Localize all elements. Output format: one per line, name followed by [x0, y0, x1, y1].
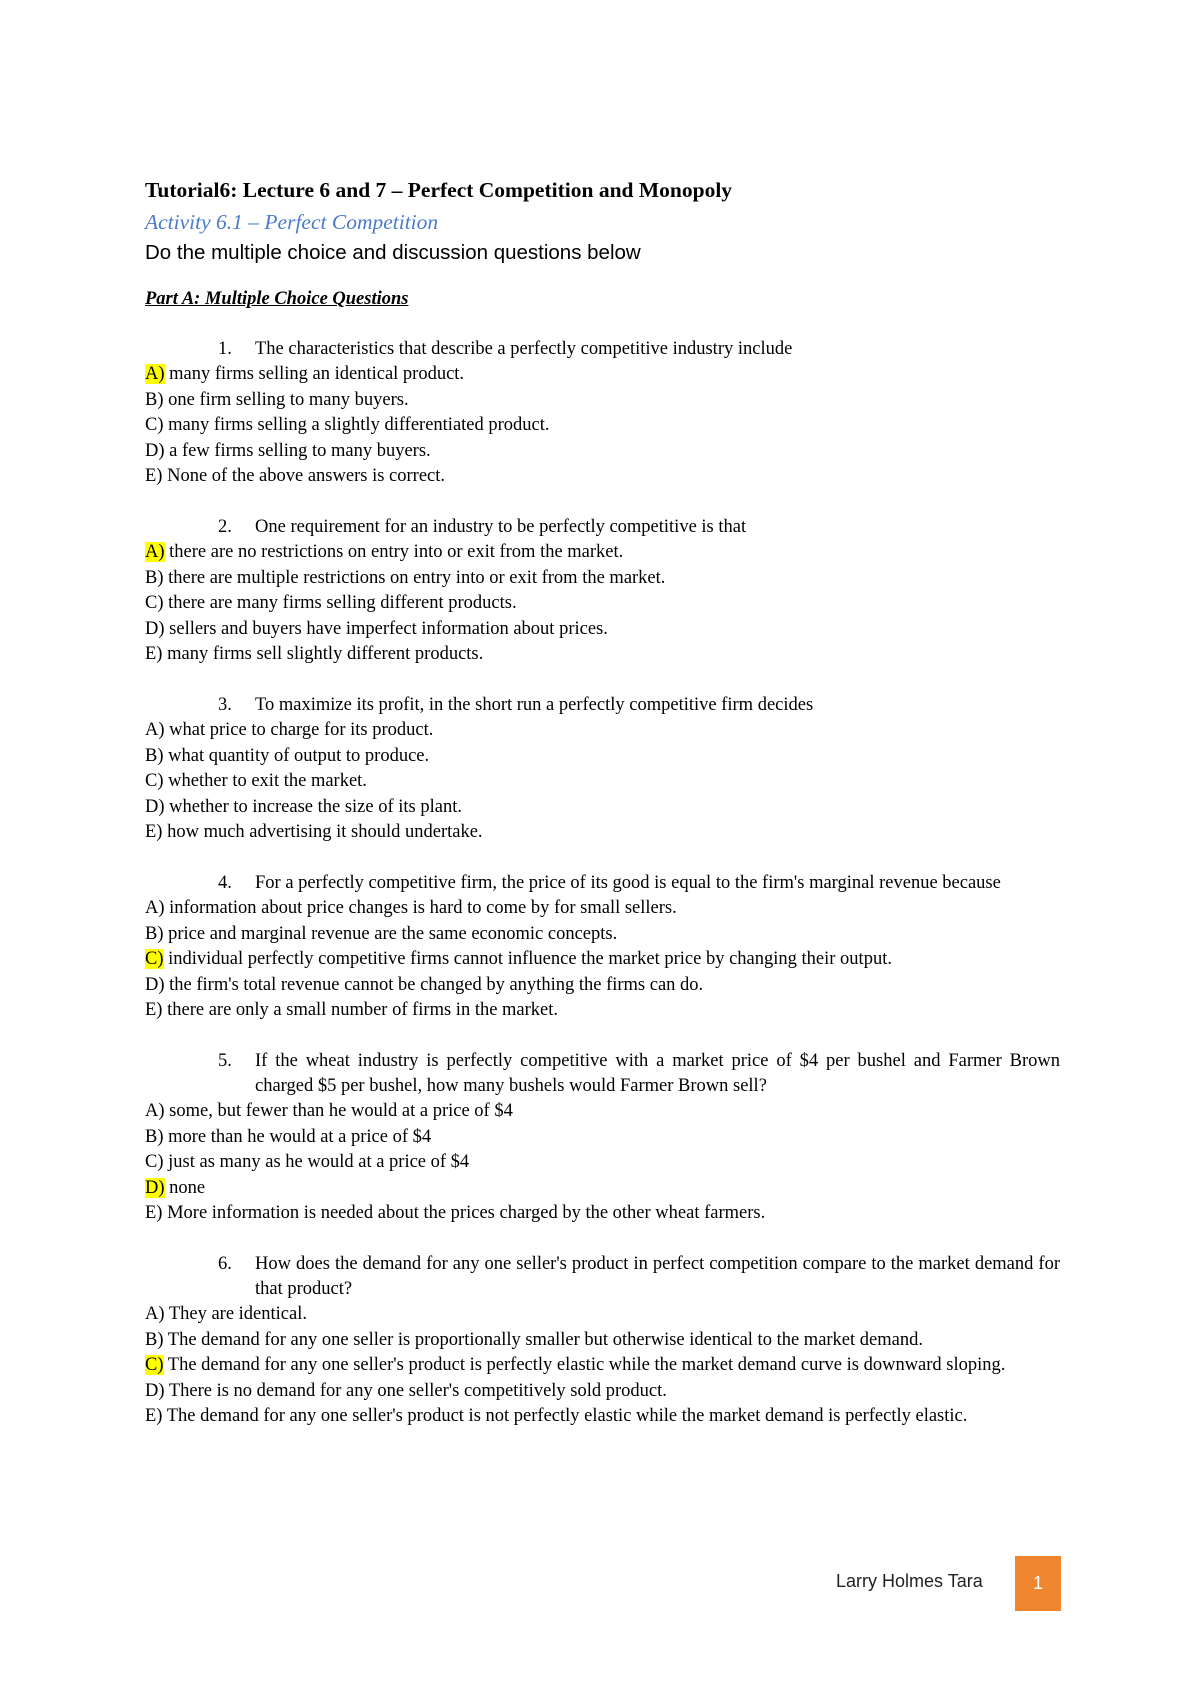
answer-option: [145, 362, 1060, 388]
answer-letter: D): [145, 974, 165, 995]
answer-option: [145, 1176, 1060, 1202]
answer-option: [145, 820, 1060, 846]
answer-text: They are identical.: [164, 1304, 307, 1324]
answer-text: many firms sell slightly different products.: [162, 644, 484, 664]
question-1: [145, 337, 1060, 490]
answer-letter: C): [145, 415, 164, 435]
answer-text: the firm's total revenue cannot be changed by anything the firms can do.: [164, 974, 704, 995]
answer-letter: D): [145, 796, 165, 817]
answer-letter: E): [145, 644, 163, 664]
question-stem: [145, 693, 1060, 718]
question-number: 3.: [218, 695, 232, 715]
answer-text: some, but fewer than he would at a price of $4: [164, 1101, 513, 1121]
answer-letter: A): [145, 898, 165, 918]
answer-option: [145, 617, 1060, 643]
answer-text: individual perfectly competitive firms cannot influence the market price by changing their output.: [163, 949, 892, 969]
question-stem: [145, 871, 1060, 896]
answer-letter: D): [145, 440, 165, 461]
answer-letter: D): [145, 1380, 165, 1401]
answer-letter: C): [145, 771, 164, 791]
answer-option: [145, 591, 1060, 617]
answer-text: More information is needed about the prices charged by the other wheat farmers.: [162, 1203, 766, 1223]
answer-letter: B): [145, 1329, 164, 1350]
answer-letter-highlighted: C): [145, 949, 164, 969]
answer-text: there are many firms selling different products.: [163, 593, 517, 613]
page-number: 1: [1032, 1573, 1043, 1593]
question-2: [145, 515, 1060, 668]
answer-text: what quantity of output to produce.: [163, 745, 430, 766]
answer-letter: B): [145, 567, 164, 588]
answer-letter: E): [145, 822, 163, 842]
answer-option: [145, 566, 1060, 592]
answer-letter-highlighted: C): [145, 1355, 164, 1375]
answer-text: There is no demand for any one seller's competitively sold product.: [164, 1380, 667, 1401]
answer-letter-highlighted: A): [145, 542, 165, 562]
answer-option: [145, 642, 1060, 668]
activity-subtitle: Activity 6.1 – Perfect Competition: [145, 210, 439, 234]
footer-author: Larry Holmes Tara: [836, 1571, 983, 1591]
answer-option: [145, 795, 1060, 821]
answer-option: [145, 439, 1060, 465]
answer-text: The demand for any one seller's product is perfectly elastic while the market demand curve is downward sloping.: [163, 1355, 1006, 1375]
answer-text: there are only a small number of firms in the market.: [162, 1000, 559, 1020]
answer-option: [145, 1353, 1060, 1379]
answer-letter: B): [145, 389, 164, 410]
question-6: [145, 1252, 1060, 1430]
answer-letter-highlighted: A): [145, 364, 165, 384]
answer-letter: A): [145, 720, 165, 740]
part-heading: Part A: Multiple Choice Questions: [145, 289, 409, 309]
answer-option: [145, 1201, 1060, 1227]
answer-text: just as many as he would at a price of $4: [163, 1152, 470, 1172]
answer-letter: B): [145, 1126, 164, 1147]
answer-option: [145, 973, 1060, 999]
answer-option: [145, 998, 1060, 1024]
answer-option: [145, 744, 1060, 770]
answer-option: [145, 464, 1060, 490]
answer-option: [145, 947, 1060, 973]
answer-letter: E): [145, 466, 163, 486]
question-text: To maximize its profit, in the short run a perfectly competitive firm decides: [255, 695, 814, 715]
answer-letter: B): [145, 745, 164, 766]
question-number: 2.: [218, 517, 232, 537]
answer-text: sellers and buyers have imperfect information about prices.: [164, 618, 608, 639]
question-3: [145, 693, 1060, 846]
page-content: [145, 177, 1060, 1430]
answer-text: none: [164, 1177, 206, 1198]
question-stem: [145, 1252, 1060, 1302]
answer-option: [145, 1099, 1060, 1125]
question-5: [145, 1049, 1060, 1227]
answer-text: a few firms selling to many buyers.: [164, 440, 431, 461]
question-number: 1.: [218, 339, 232, 359]
page-footer: [836, 1556, 1061, 1611]
answer-letter: A): [145, 1304, 165, 1324]
answer-letter: A): [145, 1101, 165, 1121]
question-text: How does the demand for any one seller's product in perfect competition compare to the market demand for that product?: [255, 1254, 1060, 1299]
answer-letter: D): [145, 618, 165, 639]
answer-option: [145, 1404, 1060, 1430]
answer-text: whether to exit the market.: [163, 771, 367, 791]
answer-option: [145, 540, 1060, 566]
answer-letter: E): [145, 1000, 163, 1020]
answer-option: [145, 1302, 1060, 1328]
instruction-text: Do the multiple choice and discussion questions below: [145, 241, 641, 264]
answer-text: what price to charge for its product.: [164, 720, 434, 740]
page-number-badge: [1015, 1556, 1061, 1611]
question-stem: [145, 515, 1060, 540]
answer-text: one firm selling to many buyers.: [163, 389, 409, 410]
question-stem: [145, 337, 1060, 362]
answer-option: [145, 1125, 1060, 1151]
answer-option: [145, 922, 1060, 948]
answer-text: price and marginal revenue are the same economic concepts.: [163, 923, 618, 944]
question-text: The characteristics that describe a perfectly competitive industry include: [255, 339, 793, 359]
answer-option: [145, 769, 1060, 795]
answer-option: [145, 1150, 1060, 1176]
answer-text: The demand for any one seller's product is not perfectly elastic while the market demand is perfectly elastic.: [162, 1406, 968, 1426]
answer-letter: E): [145, 1406, 163, 1426]
answer-letter: E): [145, 1203, 163, 1223]
question-text: If the wheat industry is perfectly competitive with a market price of $4 per bushel and Farmer Brown charged $5 per bushel, how many bushels would Farmer Brown sell?: [255, 1051, 1060, 1096]
answer-text: whether to increase the size of its plant.: [164, 796, 462, 817]
document-title: Tutorial6: Lecture 6 and 7 – Perfect Competition and Monopoly: [145, 178, 733, 202]
answer-text: many firms selling a slightly differentiated product.: [163, 415, 550, 435]
question-list: [145, 337, 1060, 1430]
answer-letter: C): [145, 593, 164, 613]
question-text: For a perfectly competitive firm, the price of its good is equal to the firm's marginal revenue because: [255, 873, 1001, 893]
answer-option: [145, 1379, 1060, 1405]
answer-letter: B): [145, 923, 164, 944]
answer-text: there are multiple restrictions on entry into or exit from the market.: [163, 567, 666, 588]
question-stem: [145, 1049, 1060, 1099]
answer-letter-highlighted: D): [145, 1177, 165, 1198]
answer-text: None of the above answers is correct.: [162, 466, 446, 486]
answer-text: there are no restrictions on entry into or exit from the market.: [164, 542, 624, 562]
answer-letter: C): [145, 1152, 164, 1172]
question-number: 6.: [218, 1254, 232, 1274]
question-number: 5.: [218, 1051, 232, 1071]
answer-text: The demand for any one seller is proportionally smaller but otherwise identical to the market demand.: [163, 1329, 923, 1350]
question-4: [145, 871, 1060, 1024]
answer-option: [145, 388, 1060, 414]
answer-option: [145, 1328, 1060, 1354]
answer-option: [145, 718, 1060, 744]
answer-text: more than he would at a price of $4: [163, 1126, 432, 1147]
answer-text: how much advertising it should undertake.: [162, 822, 483, 842]
answer-option: [145, 896, 1060, 922]
answer-text: many firms selling an identical product.: [164, 364, 465, 384]
answer-option: [145, 413, 1060, 439]
question-text: One requirement for an industry to be perfectly competitive is that: [255, 517, 747, 537]
answer-text: information about price changes is hard to come by for small sellers.: [164, 898, 677, 918]
question-number: 4.: [218, 873, 232, 893]
